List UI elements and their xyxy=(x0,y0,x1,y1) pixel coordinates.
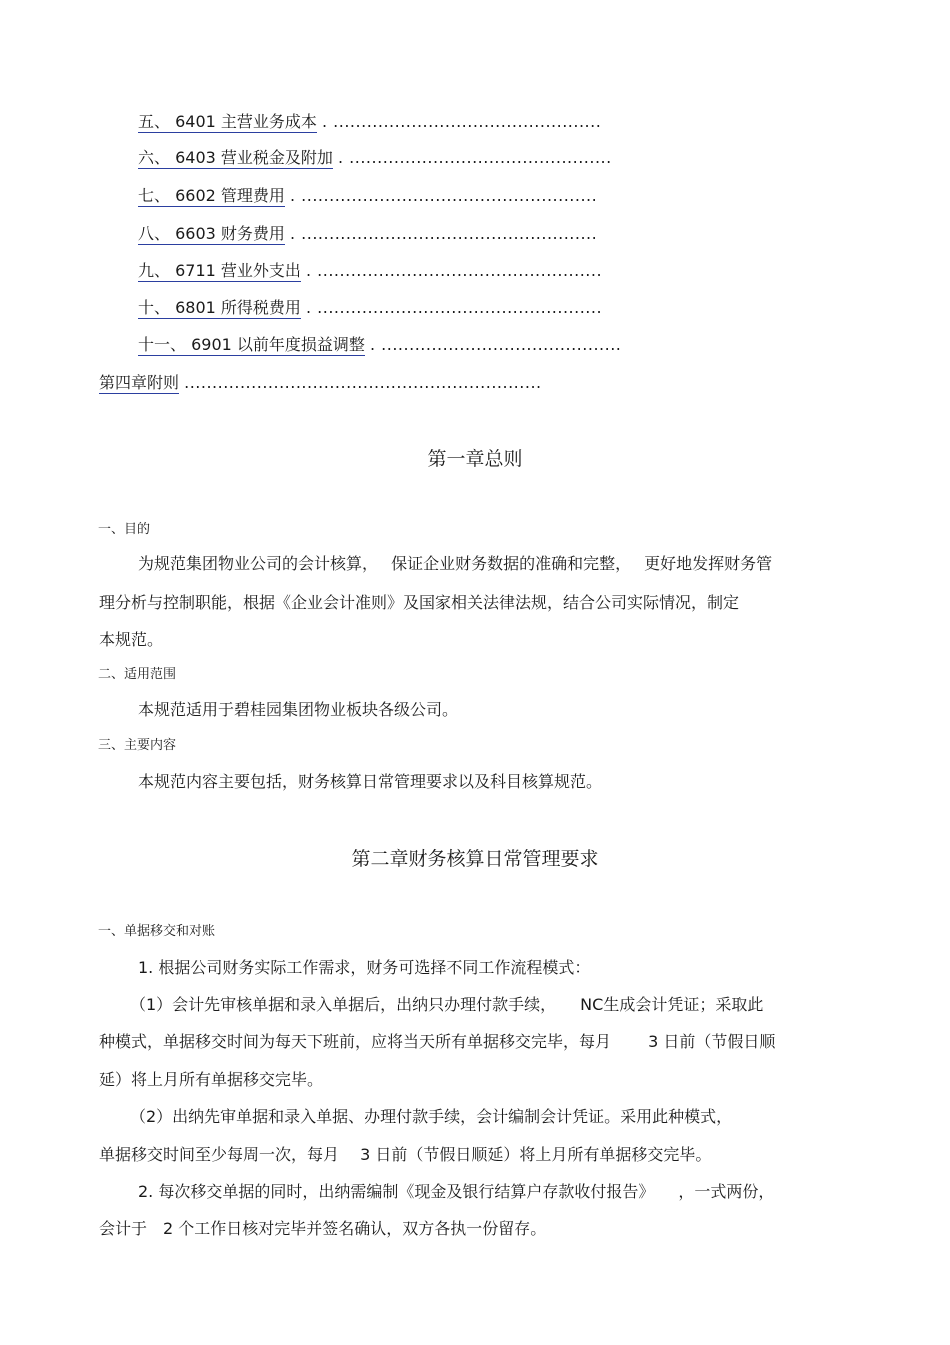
toc-entry[interactable] xyxy=(138,297,602,319)
paragraph-line: 1. 根据公司财务实际工作需求，财务可选择不同工作流程模式： xyxy=(138,958,591,977)
paragraph-line: 种模式，单据移交时间为每天下班前，应将当天所有单据移交完毕，每月 3 日前（节假日顺 xyxy=(99,1032,776,1051)
toc-entry[interactable] xyxy=(99,372,542,394)
toc-entry[interactable] xyxy=(138,260,602,282)
toc-entry[interactable] xyxy=(138,111,601,133)
paragraph-line: 会计于 2 个工作日核对完毕并签名确认，双方各执一份留存。 xyxy=(99,1219,547,1238)
toc-leader-dots: . ................................................... xyxy=(306,261,603,280)
section-heading: 三、主要内容 xyxy=(98,738,177,753)
toc-leader-dots: . ................................................... xyxy=(306,298,603,317)
toc-leader-dots: . ............................................... xyxy=(338,148,612,167)
toc-entry[interactable] xyxy=(138,334,621,356)
paragraph-line: 延）将上月所有单据移交完毕。 xyxy=(99,1070,324,1089)
paragraph-line: 本规范适用于碧桂园集团物业板块各级公司。 xyxy=(138,700,459,719)
toc-leader-dots: . ........................................... xyxy=(370,335,622,354)
paragraph-line: （1）会计先审核单据和录入单据后，出纳只办理付款手续， NC生成会计凭证；采取此 xyxy=(130,995,764,1014)
toc-leader-dots: ................................................................ xyxy=(184,373,542,392)
toc-link[interactable]: 五、 6401 主营业务成本 xyxy=(138,112,317,131)
toc-leader-dots: . ................................................ xyxy=(322,112,602,131)
toc-link[interactable]: 第四章附则 xyxy=(99,373,180,392)
paragraph-line: 理分析与控制职能，根据《企业会计准则》及国家相关法律法规，结合公司实际情况，制定 xyxy=(99,593,740,612)
paragraph-line: 单据移交时间至少每周一次，每月 3 日前（节假日顺延）将上月所有单据移交完毕。 xyxy=(99,1145,712,1164)
paragraph-line: 本规范内容主要包括，财务核算日常管理要求以及科目核算规范。 xyxy=(138,772,603,791)
toc-entry[interactable] xyxy=(138,147,612,169)
toc-link[interactable]: 十一、 6901 以前年度损益调整 xyxy=(138,335,365,354)
toc-link[interactable]: 七、 6602 管理费用 xyxy=(138,186,285,205)
toc-entry[interactable] xyxy=(138,223,597,245)
section-heading: 一、单据移交和对账 xyxy=(98,924,216,939)
toc-link[interactable]: 十、 6801 所得税费用 xyxy=(138,298,301,317)
section-heading: 二、适用范围 xyxy=(98,667,177,682)
toc-link[interactable]: 八、 6603 财务费用 xyxy=(138,224,285,243)
toc-entry[interactable] xyxy=(138,185,597,207)
paragraph-line: 2. 每次移交单据的同时，出纳需编制《现金及银行结算户存款收付报告》 ，一式两份， xyxy=(138,1182,775,1201)
section-heading: 一、目的 xyxy=(98,522,151,537)
paragraph-line: （2）出纳先审单据和录入单据、办理付款手续，会计编制会计凭证。采用此种模式， xyxy=(130,1107,733,1126)
toc-link[interactable]: 九、 6711 营业外支出 xyxy=(138,261,301,280)
toc-link[interactable]: 六、 6403 营业税金及附加 xyxy=(138,148,333,167)
toc-leader-dots: . ..................................................... xyxy=(290,186,598,205)
chapter-title: 第二章财务核算日常管理要求 xyxy=(351,848,599,870)
paragraph-line: 本规范。 xyxy=(99,630,164,649)
paragraph-line: 为规范集团物业公司的会计核算， 保证企业财务数据的准确和完整， 更好地发挥财务管 xyxy=(138,554,773,573)
chapter-title: 第一章总则 xyxy=(427,448,523,470)
toc-leader-dots: . ..................................................... xyxy=(290,224,598,243)
